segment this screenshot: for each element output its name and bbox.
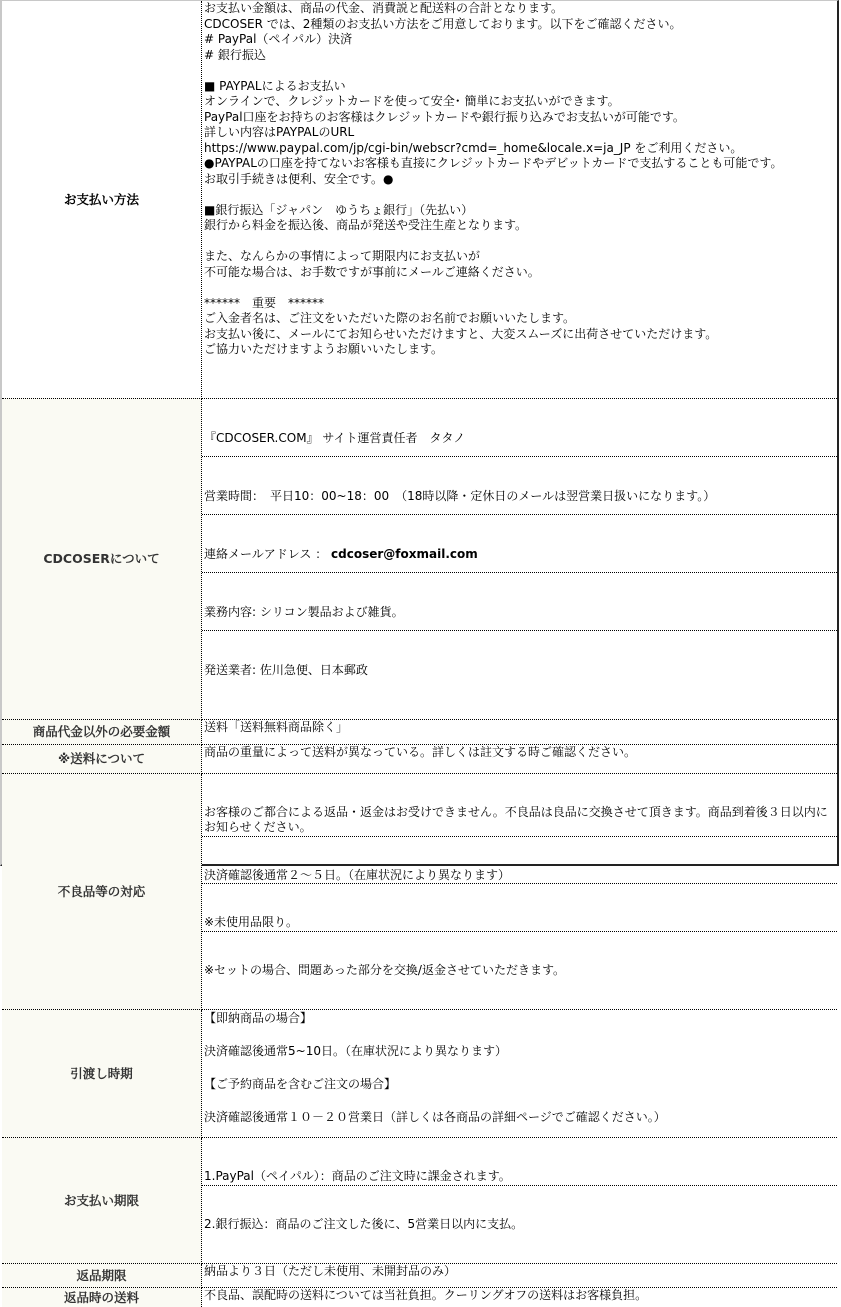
row-return-period [2,1264,837,1288]
row-return-shipping [2,1288,837,1307]
about-carriers: 発送業者: 佐川急便、日本郵政 [204,662,368,677]
row-payment-deadline [2,1138,837,1264]
about-hours: 営業時間： 平日10：00~18：00 （18時以降・定休日のメールは翌営業日扱いになります。） [202,488,837,515]
label-about: CDCOSERについて [2,398,202,719]
about-business: 業務内容: シリコン製品および雑貨。 [202,604,837,631]
defects-line: お客様のご都合による返品・返金はお受けできません。不良品は良品に交換させて頂きます。商品到着後３日以内にお知らせください。 [202,805,837,837]
return-period-text: 納品より３日（ただし未使用、未開封品のみ） [202,1264,838,1288]
payment-method-text: お支払い金額は、商品の代金、消費説と配送料の合計となります。 CDCOSER では、2種類のお支払い方法をご用意しております。以下をご確認ください。 # PayPal（ペイパル）決済 # 銀行振込 ■ PAYPALによるお支払い オンラインで、クレジットカードを使って安全･ 簡単にお支払いができます。 PayPal口座をお持ちのお客様はクレジットカードや銀行振り込みでお支払いが可能です。 詳しい内容はPAYPALのURL https://www.paypal.com/jp/cgi-bin/webscr?cmd=_home&locale.x=ja_JP をご利用ください。 ●PAYPALの口座を持てないお客様も直接にクレジットカードやデビットカードで支払することも可能です。 お取引手続きは便利、安全です。● ■銀行振込「ジャパン ゆうちょ銀行」（先払い） 銀行から料金を振込後、商品が発送や受注生産となります。 また、なんらかの事情によって期限内にお支払いが 不可能な場合は、お手数ですが事前にメールご連絡ください。 ****** 重要 ****** ご入金者名は、ご注文をいただいた際のお名前でお願いいたします。 お支払い後に、メールにてお知らせいただけますと、大変スムーズに出荷させていただけます。 ご協力いただけますようお願いいたします。 [202,1,838,398]
defects-line: 決済確認後通常２～５日。（在庫状況により異なります） [202,868,837,885]
shipping-text: 商品の重量によって送料が異なっている。詳しくは註文する時ご確認ください。 [202,744,838,773]
about-email [202,546,837,573]
row-shipping [2,744,837,773]
row-about [2,398,837,719]
row-defects [2,773,837,1010]
label-delivery: 引渡し時期 [2,1010,202,1138]
about-manager: 『CDCOSER.COM』 サイト運営責任者 タタノ [202,430,837,457]
deadline-line: 1.PayPal（ペイパル）：商品のご注文時に課金されます。 [202,1169,837,1186]
label-defects: 不良品等の対応 [2,773,202,1010]
row-delivery [2,1010,837,1138]
defects-line: ※未使用品限り。 [202,915,837,932]
deadline-line: 2.銀行振込：商品のご注文した後に、5営業日以内に支払。 [204,1216,524,1231]
row-extra-fees [2,719,837,744]
label-payment-deadline: お支払い期限 [2,1138,202,1264]
email-label: 連絡メールアドレス ： [204,546,332,561]
label-extra-fees: 商品代金以外の必要金額 [2,719,202,744]
defects-line: ※セットの場合、問題あった部分を交換/返金させていただきます。 [204,962,566,977]
delivery-text: 【即納商品の場合】 決済確認後通常5~10日。（在庫状況により異なります） 【ご予約商品を含むご注文の場合】 決済確認後通常１０－２０営業日（詳しくは各商品の詳細ページでご確認ください。） [202,1010,838,1138]
email-address[interactable]: cdcoser@foxmail.com [331,546,478,561]
label-shipping: ※送料について [2,744,202,773]
label-return-period: 返品期限 [2,1264,202,1288]
extra-fees-text: 送料「送料無料商品除く」 [202,719,838,744]
return-shipping-text: 不良品、誤配時の送料については当社負担。クーリングオフの送料はお客様負担。 [204,1288,648,1302]
label-return-shipping: 返品時の送料 [2,1288,202,1307]
label-payment-method: お支払い方法 [2,1,202,398]
row-payment-method [2,1,837,398]
